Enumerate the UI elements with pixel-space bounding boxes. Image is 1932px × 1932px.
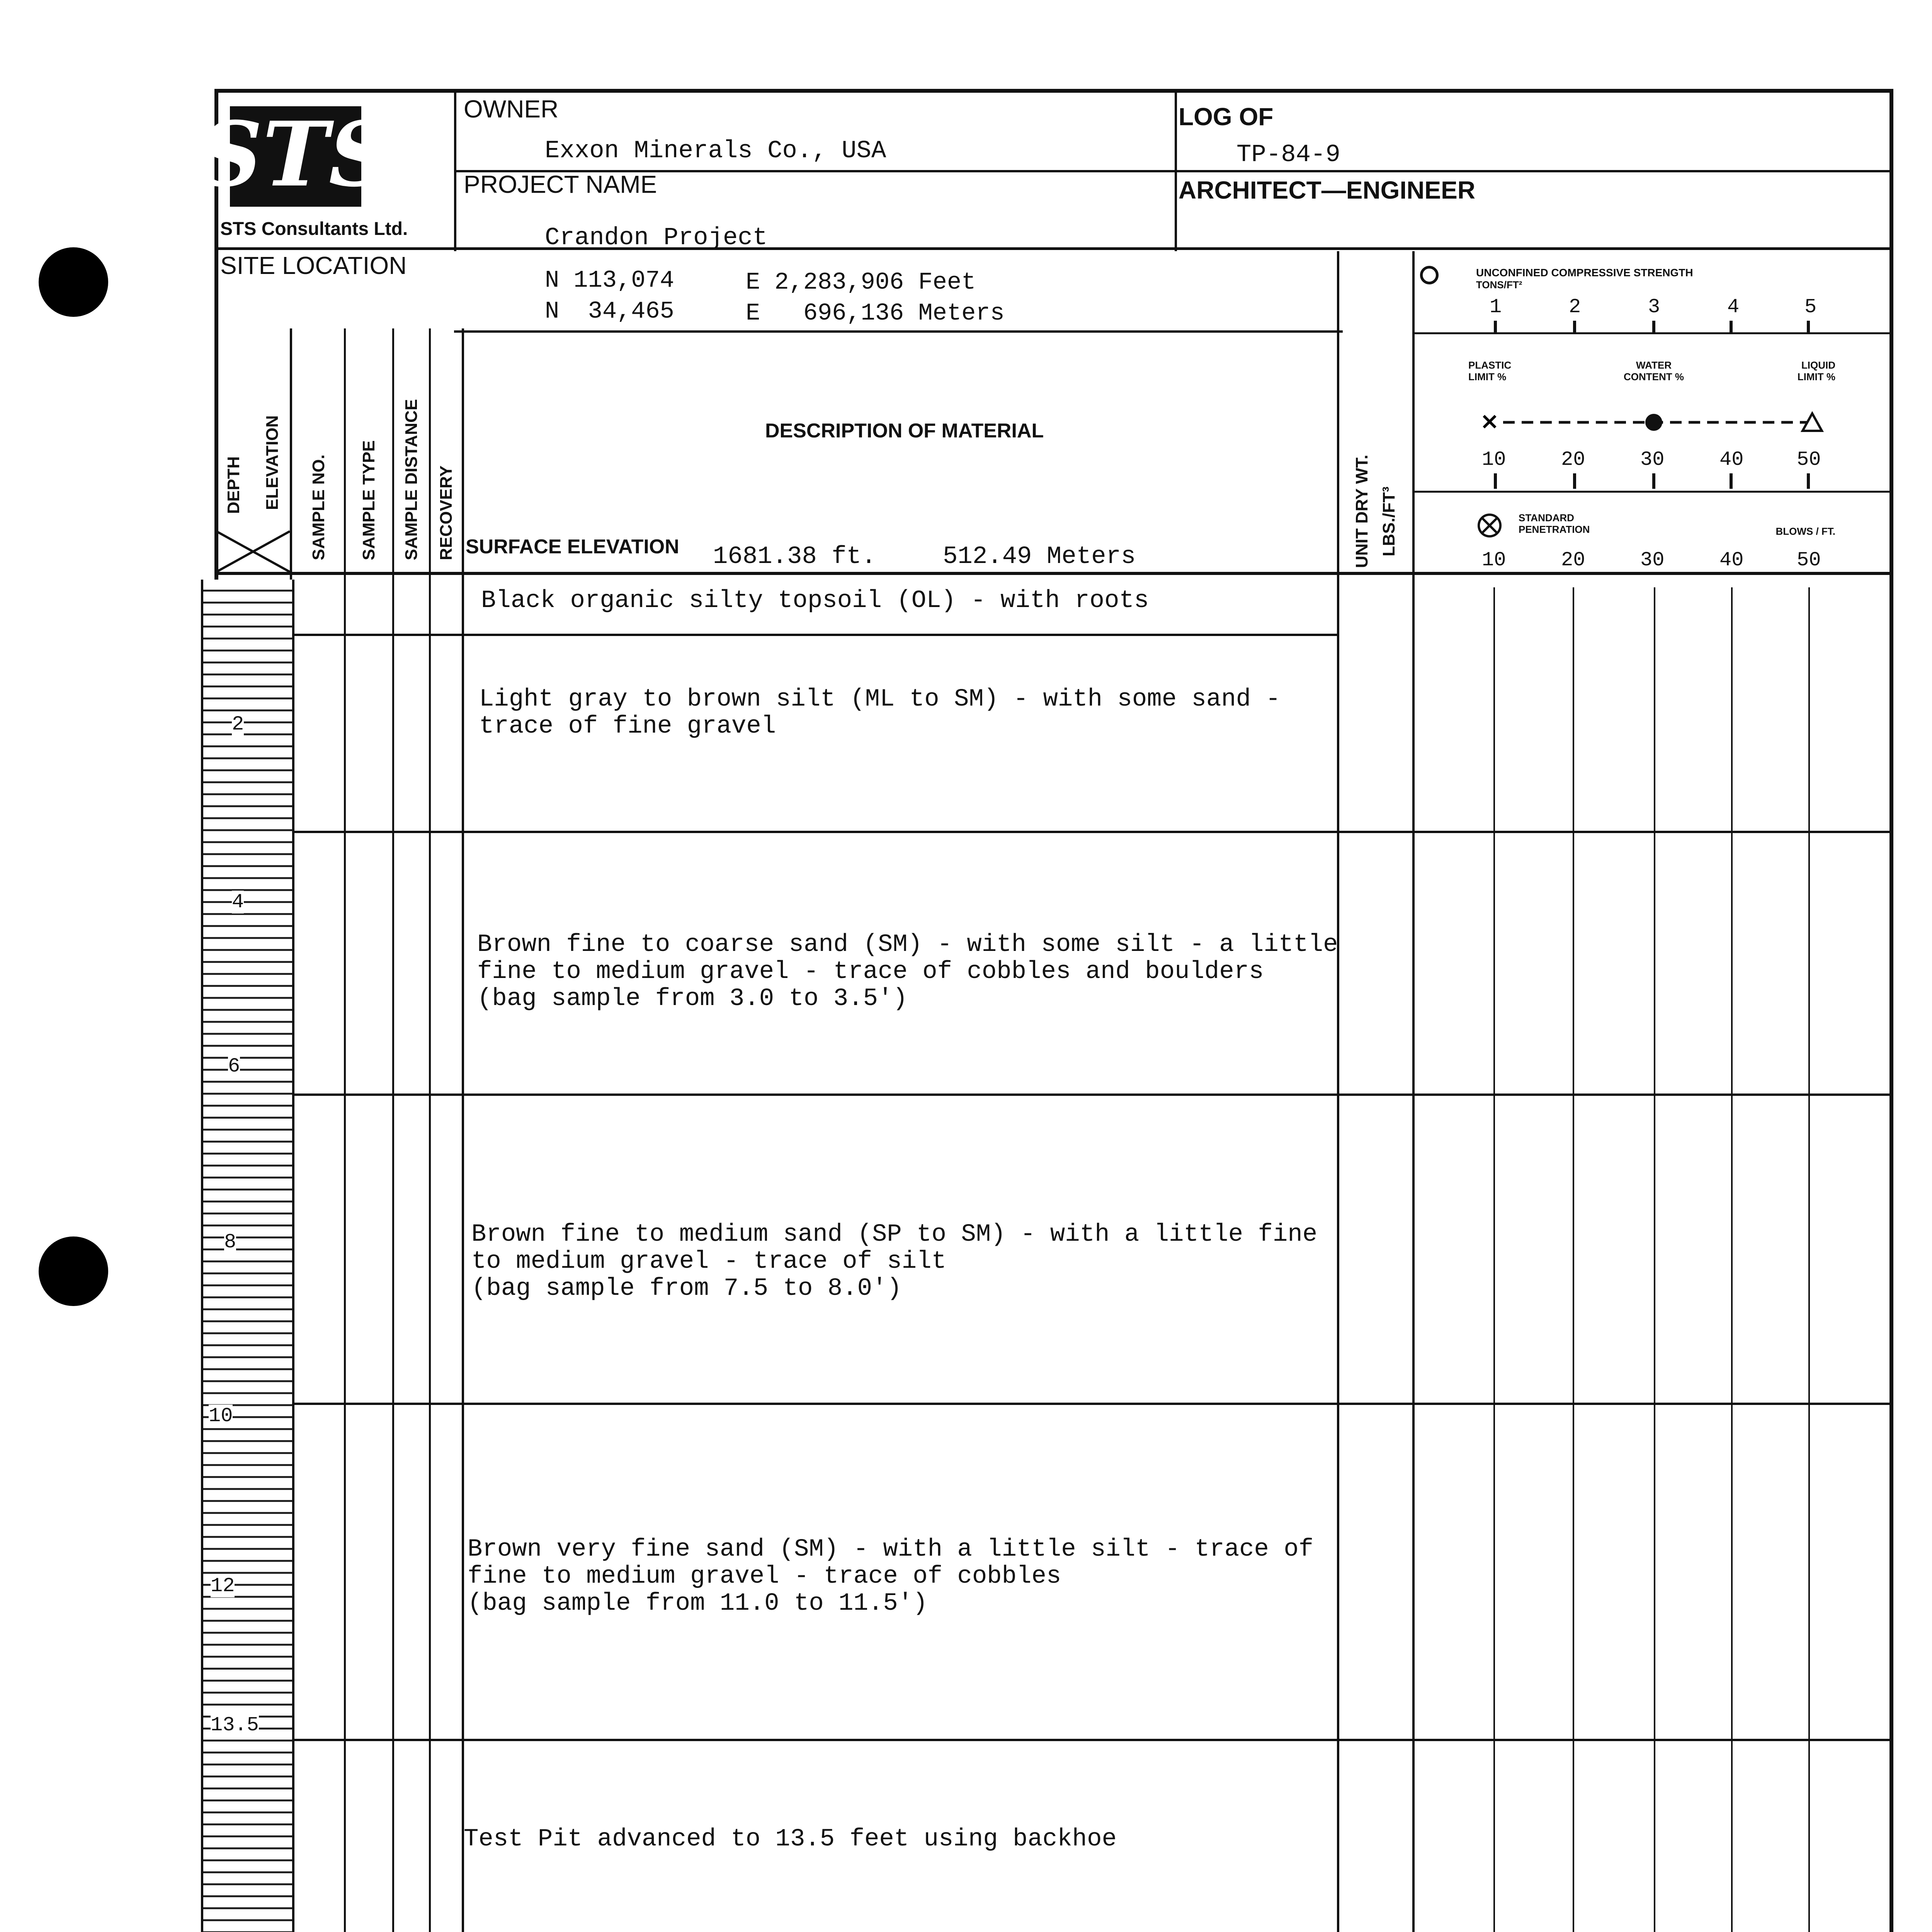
content-tick-40: 40 [1719,448,1744,471]
depth-mark: 12 [211,1575,235,1597]
ucs-tick-1: 1 [1490,296,1502,318]
site-n-meters: N 34,465 [545,298,674,325]
content-tick-50: 50 [1797,448,1821,471]
surface-elevation-m: 512.49 Meters [943,543,1136,571]
ucs-tick-5: 5 [1804,296,1817,318]
layer-description: Light gray to brown silt (ML to SM) - with some sand - trace of fine gravel [479,685,1281,740]
depth-mark: 8 [224,1231,236,1253]
layer-description: Brown fine to medium sand (SP to SM) - with a little fine to medium gravel - trace of silt (bag sample from 7.5 to 8.0') [471,1221,1318,1303]
liquid-limit-label: LIQUID LIMIT % [1797,359,1835,383]
binder-hole-middle [39,1236,108,1306]
content-scale-line [1480,410,1828,440]
sts-logo-mark [198,99,393,214]
water-content-label: WATER CONTENT % [1624,359,1684,383]
elevation-header: ELEVATION [263,415,282,510]
site-e-meters: E 696,136 Meters [746,299,1005,327]
project-label: PROJECT NAME [464,170,657,198]
unit-dry-wt-header: UNIT DRY WT. [1352,454,1371,568]
blow-tick-30: 30 [1640,549,1665,571]
ucs-circle-icon [1420,266,1439,284]
blow-tick-40: 40 [1719,549,1744,571]
ucs-unit: TONS/FT² [1476,279,1522,291]
sample-no-header: SAMPLE NO. [309,454,328,560]
blow-tick-20: 20 [1561,549,1585,571]
sample-type-header: SAMPLE TYPE [359,440,378,560]
binder-hole-top [39,247,108,317]
unit-lbs-header: LBS./FT³ [1379,486,1398,556]
blow-tick-50: 50 [1797,549,1821,571]
depth-mark: 6 [228,1055,240,1078]
log-of-value: TP-84-9 [1236,141,1340,169]
content-tick-20: 20 [1561,448,1585,471]
content-tick-10: 10 [1482,448,1506,471]
site-n-feet: N 113,074 [545,267,674,294]
svg-text:STS: STS [198,102,393,207]
owner-label: OWNER [464,95,559,123]
project-value: Crandon Project [545,224,768,252]
surface-elevation-label: SURFACE ELEVATION [466,536,679,558]
depth-mark: 10 [209,1405,233,1427]
surface-elevation-ft: 1681.38 ft. [713,543,876,571]
ucs-tick-2: 2 [1569,296,1581,318]
ucs-tick-3: 3 [1648,296,1660,318]
owner-value: Exxon Minerals Co., USA [545,137,886,165]
std-pen-icon [1476,512,1503,539]
water-dot-icon [1645,414,1662,431]
site-location-label: SITE LOCATION [220,252,407,279]
sts-logo [198,99,393,214]
depth-header: DEPTH [224,456,243,514]
layer-description: Brown fine to coarse sand (SM) - with some silt - a little fine to medium gravel - trace of cobbles and boulders (bag sample from 3.0 to 3.5') [477,931,1338,1013]
description-header: DESCRIPTION OF MATERIAL [765,420,1044,442]
ucs-label: UNCONFINED COMPRESSIVE STRENGTH [1476,267,1693,279]
layer-description: Black organic silty topsoil (OL) - with roots [481,587,1149,615]
company-name: STS Consultants Ltd. [220,219,408,239]
layer-description: Test Pit advanced to 13.5 feet using backhoe [464,1825,1117,1853]
architect-label: ARCHITECT—ENGINEER [1179,176,1476,204]
cross-mark [216,531,290,572]
depth-cross [216,531,290,572]
depth-mark: 13.5 [211,1714,259,1736]
content-tick-30: 30 [1640,448,1665,471]
depth-mark: 2 [232,713,244,736]
site-e-feet: E 2,283,906 Feet [746,269,976,296]
plastic-limit-label: PLASTIC LIMIT % [1468,359,1512,383]
sample-distance-header: SAMPLE DISTANCE [402,399,421,560]
blows-label: BLOWS / FT. [1776,526,1835,537]
plastic-x-icon: × [1480,408,1500,435]
recovery-header: RECOVERY [437,465,456,560]
layer-description: Brown very fine sand (SM) - with a little silt - trace of fine to medium gravel - trace of cobbles (bag sample from 11.0 to 11.5') [468,1536,1314,1617]
blow-tick-10: 10 [1482,549,1506,571]
ucs-tick-4: 4 [1727,296,1740,318]
depth-mark: 4 [232,891,244,913]
log-of-label: LOG OF [1179,103,1274,131]
std-pen-label: STANDARD PENETRATION [1519,512,1590,535]
